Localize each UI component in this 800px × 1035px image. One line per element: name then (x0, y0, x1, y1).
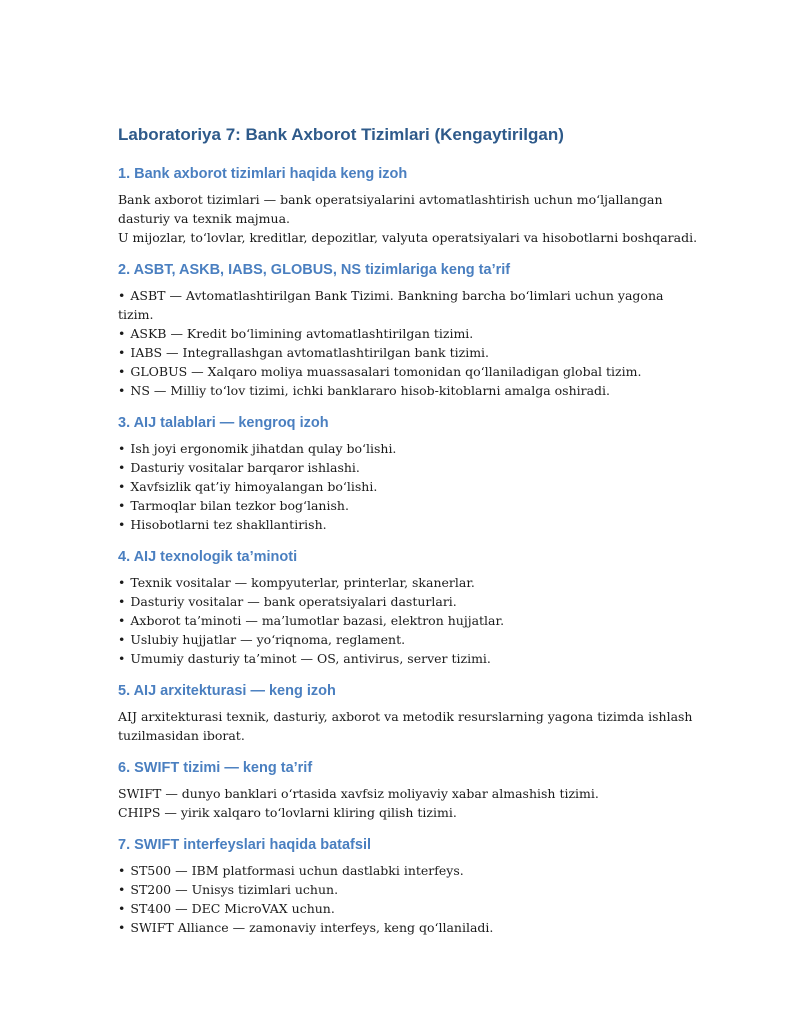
list-item: • ST200 — Unisys tizimlari uchun. (118, 880, 698, 899)
section-heading: 7. SWIFT interfeyslari haqida batafsil (118, 837, 372, 853)
list-item: • Umumiy dasturiy ta’minot — OS, antivirus, server tizimi. (118, 649, 698, 668)
section-heading: 2. ASBT, ASKB, IABS, GLOBUS, NS tizimlariga keng ta’rif (118, 262, 511, 278)
list-item: • NS — Milliy to‘lov tizimi, ichki banklararo hisob-kitoblarni amalga oshiradi. (118, 381, 698, 400)
bullet-list (118, 286, 698, 400)
list-item: • Xavfsizlik qat’iy himoyalangan bo‘lishi. (118, 477, 698, 496)
section-swift-system (118, 758, 698, 822)
list-item: • Hisobotlarni tez shakllantirish. (118, 515, 698, 534)
paragraph: SWIFT — dunyo banklari o‘rtasida xavfsiz moliyaviy xabar almashish tizimi. (118, 786, 599, 801)
list-item: • Dasturiy vositalar — bank operatsiyalari dasturlari. (118, 592, 698, 611)
list-item: • IABS — Integrallashgan avtomatlashtirilgan bank tizimi. (118, 343, 698, 362)
list-item: • ST400 — DEC MicroVAX uchun. (118, 899, 698, 918)
list-item: • Uslubiy hujjatlar — yo‘riqnoma, reglament. (118, 630, 698, 649)
section-heading: 3. AIJ talablari — kengroq izoh (118, 415, 329, 431)
section-aij-architecture (118, 681, 698, 745)
list-item: • Texnik vositalar — kompyuterlar, printerlar, skanerlar. (118, 573, 698, 592)
section-bank-info-systems (118, 164, 698, 247)
list-item: • Dasturiy vositalar barqaror ishlashi. (118, 458, 698, 477)
section-aij-technology (118, 547, 698, 668)
bullet-list (118, 573, 698, 668)
section-heading: 5. AIJ arxitekturasi — keng izoh (118, 683, 336, 699)
section-heading: 1. Bank axborot tizimlari haqida keng izoh (118, 166, 408, 182)
list-item: • SWIFT Alliance — zamonaviy interfeys, keng qo‘llaniladi. (118, 918, 698, 937)
paragraph: CHIPS — yirik xalqaro to‘lovlarni kliring qilish tizimi. (118, 805, 457, 820)
list-item: • GLOBUS — Xalqaro moliya muassasalari tomonidan qo‘llaniladigan global tizim. (118, 362, 698, 381)
list-item: • ST500 — IBM platformasi uchun dastlabki interfeys. (118, 861, 698, 880)
bullet-list (118, 861, 698, 937)
section-heading: 6. SWIFT tizimi — keng ta’rif (118, 760, 313, 776)
paragraph: Bank axborot tizimlari — bank operatsiyalarini avtomatlashtirish uchun mo‘ljallangan dasturiy va texnik majmua. (118, 192, 663, 226)
document-title: Laboratoriya 7: Bank Axborot Tizimlari (Kengaytirilgan) (118, 125, 564, 144)
list-item: • Ish joyi ergonomik jihatdan qulay bo‘lishi. (118, 439, 698, 458)
section-bank-systems-definitions (118, 260, 698, 400)
list-item: • ASBT — Avtomatlashtirilgan Bank Tizimi. Bankning barcha bo‘limlari uchun yagona tizim. (118, 286, 698, 324)
bullet-list (118, 439, 698, 534)
section-heading: 4. AIJ texnologik ta’minoti (118, 549, 298, 565)
section-aij-requirements (118, 413, 698, 534)
paragraph: AIJ arxitekturasi texnik, dasturiy, axborot va metodik resurslarning yagona tizimda ishlash tuzilmasidan iborat. (118, 709, 693, 743)
document-page (118, 124, 698, 950)
list-item: • Tarmoqlar bilan tezkor bog‘lanish. (118, 496, 698, 515)
paragraph: U mijozlar, to‘lovlar, kreditlar, depozitlar, valyuta operatsiyalari va hisobotlarni boshqaradi. (118, 230, 698, 245)
list-item: • ASKB — Kredit bo‘limining avtomatlashtirilgan tizimi. (118, 324, 698, 343)
section-swift-interfaces (118, 835, 698, 937)
list-item: • Axborot ta’minoti — ma’lumotlar bazasi, elektron hujjatlar. (118, 611, 698, 630)
